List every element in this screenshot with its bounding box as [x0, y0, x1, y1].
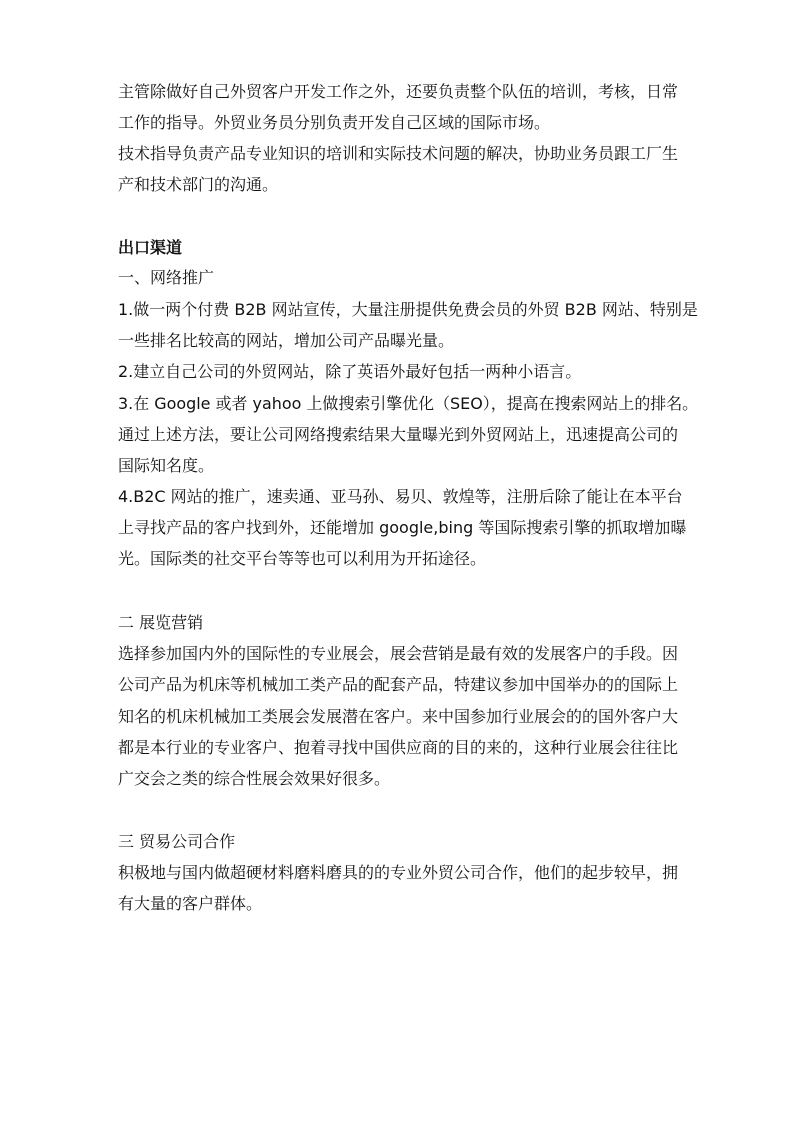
network-line: 一些排名比较高的网站，增加公司产品曝光量。: [118, 331, 455, 350]
subsection-heading-trading: 三 贸易公司合作: [118, 832, 236, 851]
network-line: 4.B2C 网站的推广，速卖通、亚马孙、易贝、敦煌等，注册后除了能让在本平台: [118, 487, 683, 506]
network-line: 1.做一两个付费 B2B 网站宣传，大量注册提供免费会员的外贸 B2B 网站、特别是: [118, 300, 698, 319]
exhibition-line: 知名的机床机械加工类展会发展潜在客户。来中国参加行业展会的的国外客户大: [118, 707, 679, 726]
exhibition-line: 公司产品为机床等机械加工类产品的配套产品，特建议参加中国举办的的国际上: [118, 675, 679, 694]
intro-line: 产和技术部门的沟通。: [118, 175, 279, 194]
trading-line: 有大量的客户群体。: [118, 894, 263, 913]
exhibition-line: 选择参加国内外的国际性的专业展会，展会营销是最有效的发展客户的手段。因: [118, 644, 679, 663]
network-line: 通过上述方法，要让公司网络搜索结果大量曝光到外贸网站上，迅速提高公司的: [118, 425, 679, 444]
network-line: 上寻找产品的客户找到外，还能增加 google,bing 等国际搜索引擎的抓取增加曝: [118, 518, 687, 537]
trading-line: 积极地与国内做超硬材料磨料磨具的的专业外贸公司合作，他们的起步较早，拥: [118, 863, 679, 882]
intro-line: 主管除做好自己外贸客户开发工作之外，还要负责整个队伍的培训，考核，日常: [118, 82, 679, 101]
subsection-heading-network: 一、网络推广: [118, 268, 215, 287]
intro-line: 工作的指导。外贸业务员分别负责开发自己区域的国际市场。: [118, 113, 551, 132]
section-title: 出口渠道: [118, 238, 183, 257]
network-line: 3.在 Google 或者 yahoo 上做搜索引擎优化（SEO），提高在搜索网站上的排名。: [118, 394, 699, 413]
subsection-heading-exhibition: 二 展览营销: [118, 613, 204, 632]
intro-line: 技术指导负责产品专业知识的培训和实际技术问题的解决，协助业务员跟工厂生: [118, 144, 679, 163]
network-line: 国际知名度。: [118, 456, 215, 475]
network-line: 2.建立自己公司的外贸网站，除了英语外最好包括一两种小语言。: [118, 362, 582, 381]
exhibition-line: 广交会之类的综合性展会效果好很多。: [118, 769, 391, 788]
exhibition-line: 都是本行业的专业客户、抱着寻找中国供应商的目的来的，这种行业展会往往比: [118, 738, 679, 757]
network-line: 光。国际类的社交平台等等也可以利用为开拓途径。: [118, 549, 487, 568]
